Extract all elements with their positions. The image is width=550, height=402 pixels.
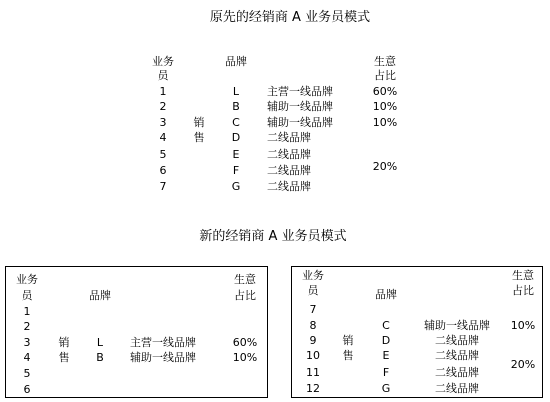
sales-label-1: 销 <box>58 336 70 349</box>
row-desc: 主营一线品牌 <box>267 85 333 98</box>
header-brand: 品牌 <box>375 288 397 301</box>
row-brand: E <box>382 349 390 362</box>
row-number: 2 <box>159 100 167 113</box>
row-share: 10% <box>372 100 398 113</box>
header-staff-line2: 员 <box>157 69 169 82</box>
sales-label-1: 销 <box>342 334 354 347</box>
row-number: 8 <box>309 319 317 332</box>
row-number: 12 <box>306 382 320 395</box>
row-desc: 二线品牌 <box>435 349 479 362</box>
row-number: 5 <box>159 148 167 161</box>
row-share: 10% <box>372 116 398 129</box>
header-share-line2: 占比 <box>234 289 256 302</box>
row-number: 7 <box>159 180 167 193</box>
sales-label-1: 销 <box>193 116 205 129</box>
row-desc: 二线品牌 <box>267 180 311 193</box>
merged-share: 20% <box>510 358 536 371</box>
header-staff-line2: 员 <box>307 284 319 297</box>
row-number: 1 <box>159 85 167 98</box>
row-desc: 辅助一线品牌 <box>267 116 333 129</box>
sales-label-2: 售 <box>58 351 70 364</box>
header-share-line1: 生意 <box>512 269 534 282</box>
row-brand: F <box>382 366 390 379</box>
row-brand: G <box>231 180 241 193</box>
row-number: 7 <box>309 303 317 316</box>
header-brand: 品牌 <box>89 289 111 302</box>
row-brand: D <box>231 131 241 144</box>
row-desc: 二线品牌 <box>267 131 311 144</box>
row-share: 10% <box>510 319 536 332</box>
new-model-table-left <box>5 266 268 398</box>
row-number: 4 <box>23 351 31 364</box>
row-number: 10 <box>306 349 320 362</box>
row-number: 3 <box>159 116 167 129</box>
row-desc: 二线品牌 <box>435 334 479 347</box>
row-share: 60% <box>372 85 398 98</box>
row-number: 2 <box>23 320 31 333</box>
merged-share: 20% <box>372 160 398 173</box>
row-brand: L <box>232 85 240 98</box>
sales-label-2: 售 <box>193 131 205 144</box>
row-desc: 辅助一线品牌 <box>130 351 196 364</box>
row-brand: F <box>232 164 240 177</box>
new-model-table-right <box>291 266 543 398</box>
row-number: 9 <box>309 334 317 347</box>
row-brand: C <box>382 319 390 332</box>
header-staff-line1: 业务 <box>302 269 324 282</box>
row-brand: D <box>381 334 391 347</box>
header-share-line1: 生意 <box>374 55 396 68</box>
row-number: 1 <box>23 305 31 318</box>
row-share: 60% <box>232 336 258 349</box>
header-share-line2: 占比 <box>512 284 534 297</box>
row-number: 6 <box>23 383 31 396</box>
row-desc: 二线品牌 <box>435 382 479 395</box>
header-staff-line1: 业务 <box>152 55 174 68</box>
header-brand: 品牌 <box>225 55 247 68</box>
row-desc: 二线品牌 <box>267 164 311 177</box>
header-share-line2: 占比 <box>374 69 396 82</box>
row-desc: 主营一线品牌 <box>130 336 196 349</box>
row-desc: 二线品牌 <box>267 148 311 161</box>
row-desc: 辅助一线品牌 <box>267 100 333 113</box>
row-share: 10% <box>232 351 258 364</box>
row-brand: G <box>381 382 391 395</box>
row-brand: C <box>232 116 240 129</box>
section-title: 新的经销商 A 业务员模式 <box>199 229 347 244</box>
row-number: 3 <box>23 336 31 349</box>
sales-label-2: 售 <box>342 349 354 362</box>
header-staff-line1: 业务 <box>16 273 38 286</box>
row-brand: B <box>232 100 240 113</box>
row-brand: L <box>96 336 104 349</box>
row-brand: B <box>96 351 104 364</box>
row-desc: 二线品牌 <box>435 366 479 379</box>
row-number: 4 <box>159 131 167 144</box>
row-number: 11 <box>306 366 320 379</box>
page-title: 原先的经销商 A 业务员模式 <box>209 10 371 25</box>
header-staff-line2: 员 <box>21 289 33 302</box>
header-share-line1: 生意 <box>234 273 256 286</box>
row-brand: E <box>232 148 240 161</box>
row-number: 5 <box>23 367 31 380</box>
row-desc: 辅助一线品牌 <box>424 319 490 332</box>
row-number: 6 <box>159 164 167 177</box>
